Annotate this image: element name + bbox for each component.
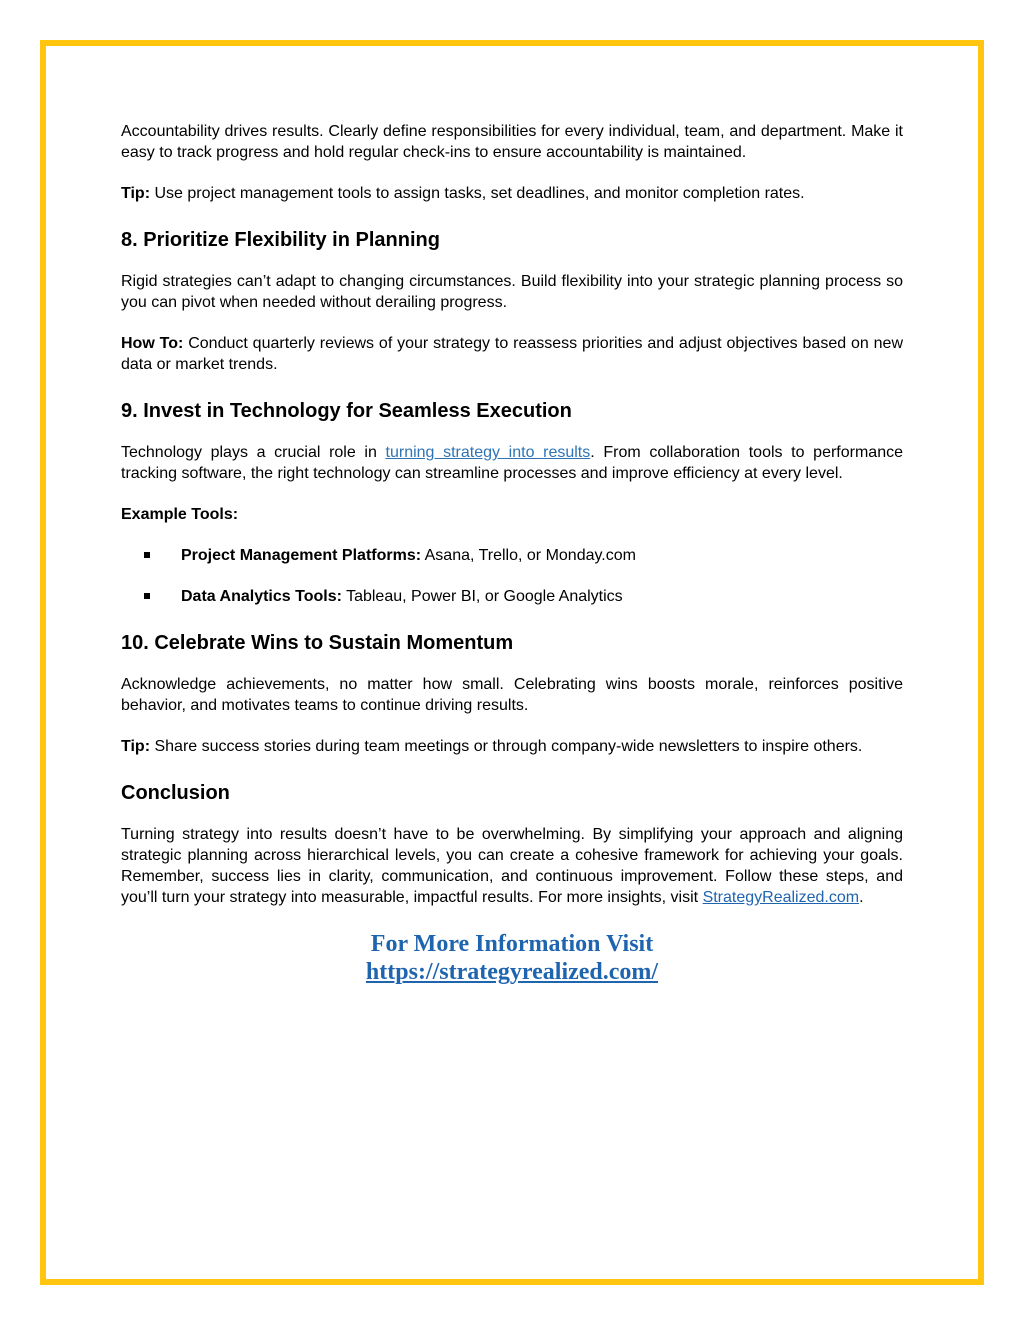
tip-label: Tip:	[121, 738, 151, 755]
tools-list	[121, 545, 903, 607]
list-item	[121, 586, 903, 607]
howto-label: How To:	[121, 335, 184, 352]
tool-text: Tableau, Power BI, or Google Analytics	[341, 588, 623, 605]
conclusion-paragraph	[121, 824, 903, 908]
section-9-heading: 9. Invest in Technology for Seamless Execution	[121, 400, 572, 422]
conclusion-text: Turning strategy into results doesn’t have to be overwhelming. By simplifying your approach and aligning strategic planning across hierarchical levels, you can create a cohesive framework for achieving your goals. Remember, success lies in clarity, communication, and continuous improvement. Follow these steps, and you’ll turn your strategy into measurable, impactful results. For more insights, visit	[121, 826, 903, 906]
section-9-paragraph	[121, 442, 903, 484]
section-10-heading: 10. Celebrate Wins to Sustain Momentum	[121, 632, 514, 654]
tip-text: Use project management tools to assign tasks, set deadlines, and monitor completion rates.	[150, 185, 805, 202]
section-8-howto	[121, 333, 903, 375]
section-9-text-before: Technology plays a crucial role in	[121, 444, 386, 461]
section-10-tip	[121, 736, 903, 757]
tip-text: Share success stories during team meetings or through company-wide newsletters to inspire others.	[150, 738, 863, 755]
tool-label: Project Management Platforms:	[181, 547, 422, 564]
square-bullet-icon	[144, 593, 150, 599]
intro-paragraph: Accountability drives results. Clearly define responsibilities for every individual, team, and department. Make it easy to track progress and hold regular check-ins to ensure accountability is maintained.	[121, 123, 903, 161]
conclusion-heading: Conclusion	[121, 782, 230, 804]
section-10-paragraph: Acknowledge achievements, no matter how small. Celebrating wins boosts morale, reinforces positive behavior, and motivates teams to continue driving results.	[121, 676, 903, 714]
howto-text: Conduct quarterly reviews of your strategy to reassess priorities and adjust objectives based on new data or market trends.	[121, 335, 904, 373]
section-8-paragraph: Rigid strategies can’t adapt to changing circumstances. Build flexibility into your strategic planning process so you can pivot when needed without derailing progress.	[121, 273, 903, 311]
tip-label: Tip:	[121, 185, 151, 202]
section-8-heading: 8. Prioritize Flexibility in Planning	[121, 229, 440, 251]
turning-strategy-link[interactable]: turning strategy into results	[385, 444, 591, 461]
square-bullet-icon	[144, 552, 150, 558]
conclusion-end: .	[859, 889, 864, 906]
intro-tip	[121, 183, 903, 204]
section-9-text-after: . From collaboration tools to performance tracking software, the right technology can streamline processes and improve efficiency at every level.	[121, 444, 904, 482]
example-tools-label: Example Tools:	[121, 506, 239, 523]
tool-text: Asana, Trello, or Monday.com	[421, 547, 636, 564]
list-item	[121, 545, 903, 566]
document-body	[121, 121, 903, 986]
cta-text: For More Information Visit	[370, 931, 654, 957]
tool-label: Data Analytics Tools:	[181, 588, 342, 605]
footer-cta	[121, 930, 903, 986]
strategyrealized-link[interactable]: StrategyRealized.com	[702, 889, 860, 906]
website-url-link[interactable]: https://strategyrealized.com/	[365, 959, 659, 985]
